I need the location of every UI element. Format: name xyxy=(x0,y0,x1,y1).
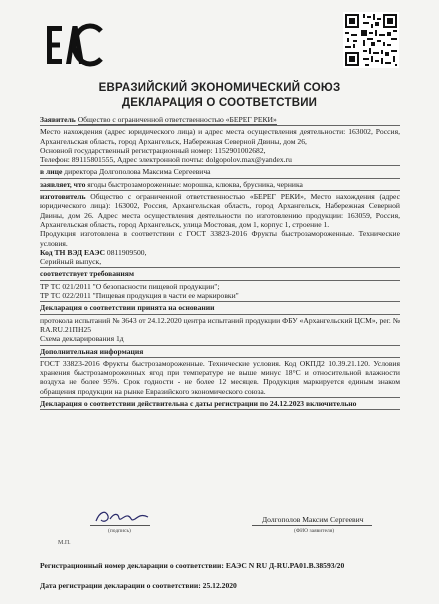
signer-caption: (ФИО заявителя) xyxy=(294,528,335,534)
applicant-line xyxy=(40,115,400,124)
applicant-contacts: Телефон: 89115801555, Адрес электронной почты: dolgopolov.max@yandex.ru xyxy=(40,155,292,165)
qr-code xyxy=(343,12,399,68)
requirement-item: ТР ТС 022/2011 "Пищевая продукция в части ее маркировки" xyxy=(40,291,239,301)
additional-label: Дополнительная информация xyxy=(40,346,144,356)
requirements-label: соответствует требованиям xyxy=(40,269,135,279)
registration-number-line: Регистрационный номер декларации о соответствии: ЕАЭС N RU Д-RU.PA01.В.38593/20 xyxy=(40,561,345,570)
applicant-name: Общество с ограниченной ответственностью «БЕРЕГ РЕКИ» xyxy=(77,115,277,124)
applicant-address: Место нахождения (адрес юридического лица) и адрес места осуществления деятельности: 163002, Россия, Архангельская область, город Архангельск, Набережная Северной Двины, дом 26, xyxy=(40,127,400,146)
signature-caption: (подпись) xyxy=(108,528,131,534)
declaration-title: ДЕКЛАРАЦИЯ О СООТВЕТСТВИИ xyxy=(121,97,318,109)
declares-line: заявляет, что ягоды быстрозамороженные: морошка, клюква, брусника, черника xyxy=(40,179,303,189)
basis-scheme: Схема декларирования 1д xyxy=(40,334,124,344)
validity-text: Декларация о соответствии действительна с даты регистрации по 24.12.2023 включительно xyxy=(40,399,357,409)
products-text: ягоды быстрозамороженные: морошка, клюква, брусника, черника xyxy=(87,179,303,189)
registration-date-line: Дата регистрации декларации о соответствии: 25.12.2020 xyxy=(40,581,237,590)
applicant-ogrn: Основной государственный регистрационный номер: 1152901002682, xyxy=(40,145,266,155)
signer-name: Долгополов Максим Сергеевич xyxy=(262,515,364,524)
signature-area xyxy=(40,507,400,567)
registration-date: 25.12.2020 xyxy=(202,581,237,590)
declaration-body xyxy=(40,115,400,411)
additional-text: ГОСТ 33823-2016 Фрукты быстрозамороженные. Технические условия. Код ОКПД2 10.39.21.120. Условия хранения быстрозамороженных ягод при температуре не выше минус 18°С и относительной влажности воздуха не более 95%. Срок годности - не более 12 месяцев. Продукция маркируется единым знаком обращения продукции на рынке Евразийского экономического союза. xyxy=(40,358,400,396)
stamp-caption: М.П. xyxy=(58,540,71,546)
requirement-item: ТР ТС 021/2011 "О безопасности пищевой продукции"; xyxy=(40,281,220,291)
applicant-label: Заявитель xyxy=(40,115,76,124)
handwritten-signature-icon xyxy=(92,507,152,527)
basis-text: протокола испытаний № 3643 от 24.12.2020 центра испытаний продукции ФБУ «Архангельский ЦСМ», рег. № RA.RU.21ПН25 xyxy=(40,315,400,334)
manufacturer-block: изготовитель Общество с ограниченной ответственностью «БЕРЕГ РЕКИ», Место нахождения (адрес юридического лица): 163002, Россия, Архангельская область, город Архангельск, Набережная Северной Двины, дом 26. Адрес места осуществления деятельности по изготовлению продукции: 163059, Россия, Архангельская область, город Архангельск, улица Мостовая, дом 1, корпус 1, строение 1. xyxy=(40,192,400,229)
eac-mark-icon xyxy=(45,23,103,67)
registration-number: ЕАЭС N RU Д-RU.PA01.В.38593/20 xyxy=(225,561,345,570)
hs-code-line: Код ТН ВЭД ЕАЭС 0811909500, xyxy=(40,247,147,257)
batch-line: Серийный выпуск, xyxy=(40,257,102,267)
manufacturer-standard: Продукция изготовлена в соответствии с ГОСТ 33823-2016 Фрукты быстрозамороженные. Технические условия. xyxy=(40,229,400,248)
union-title: ЕВРАЗИЙСКИЙ ЭКОНОМИЧЕСКИЙ СОЮЗ xyxy=(98,82,341,94)
applicant-person: в лице директора Долгополова Максима Сергеевича xyxy=(40,167,211,177)
eac-logo xyxy=(44,20,104,70)
basis-label: Декларация о соответствии принята на основании xyxy=(40,303,215,313)
